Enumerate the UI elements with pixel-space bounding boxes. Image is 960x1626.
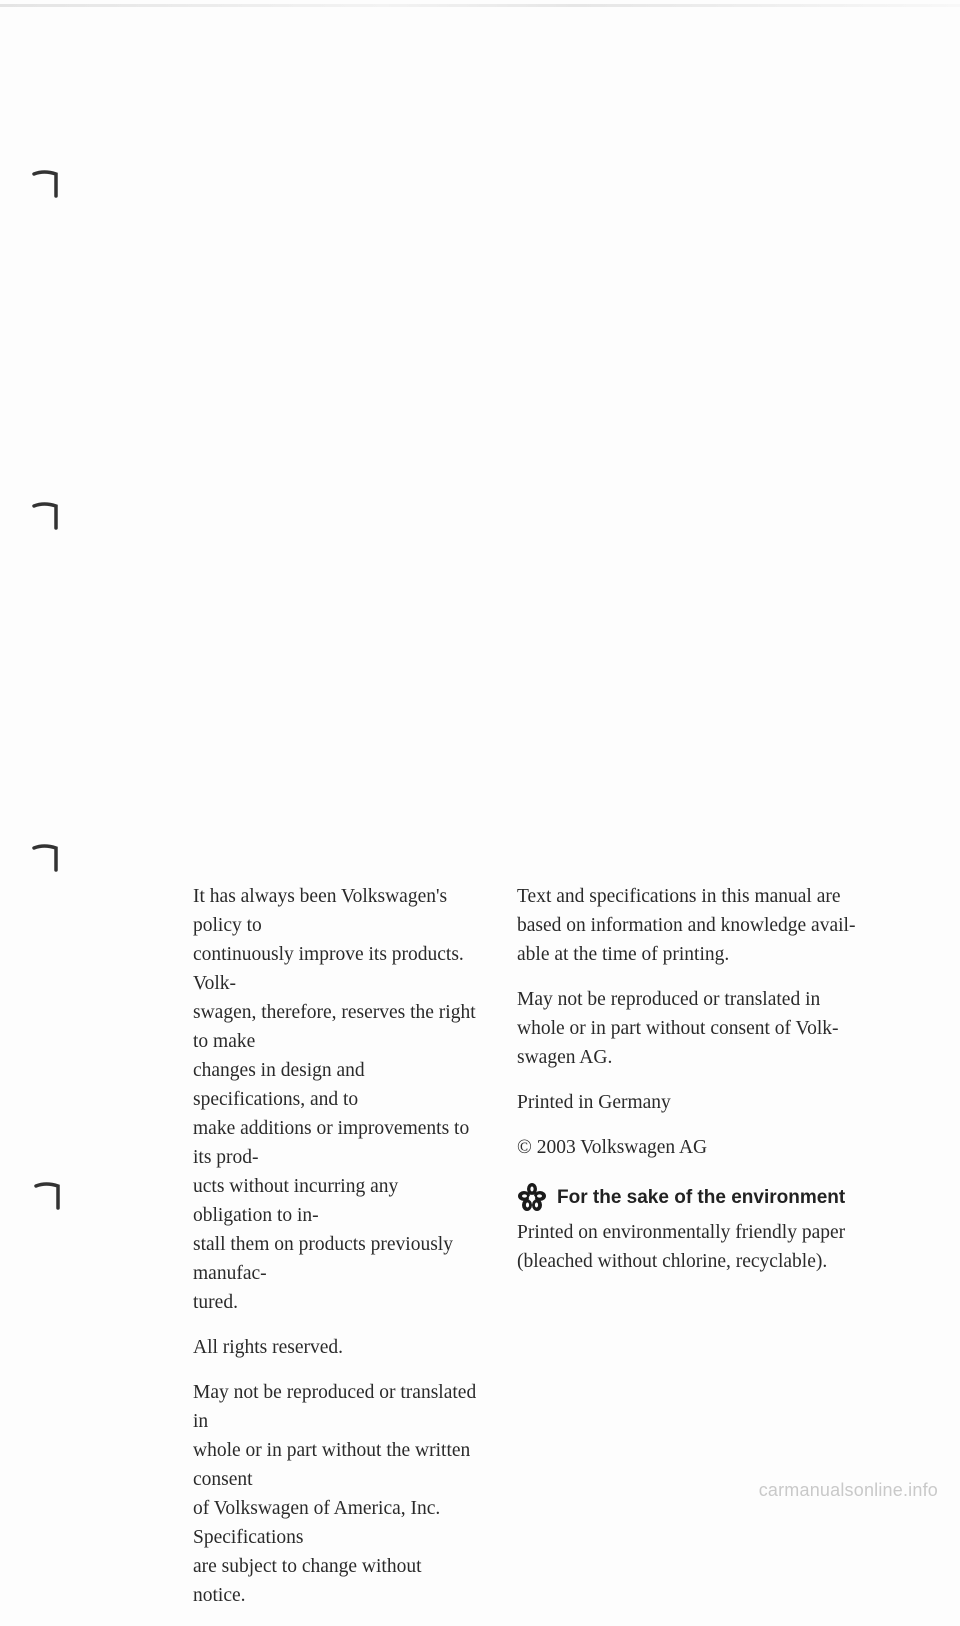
environment-title: For the sake of the environment	[557, 1186, 846, 1208]
policy-paragraph: It has always been Volkswagen's policy to continuously improve its products. Volk- swagen, therefore, reserves the right to make changes in design and specifications, and to make additions or improvements to its prod- ucts without incurring any obligation to in- stall them on products previously manufac- tured.	[193, 886, 476, 1313]
site-watermark: carmanualsonline.info	[758, 1480, 938, 1500]
environment-heading	[517, 1182, 877, 1212]
rights-paragraph: All rights reserved.	[193, 1337, 344, 1358]
printed-in-paragraph: Printed in Germany	[517, 1092, 671, 1113]
consent-paragraph: May not be reproduced or translated in whole or in part without consent of Volk- swagen AG.	[517, 989, 839, 1068]
scan-corner-mark	[32, 168, 66, 198]
environment-paragraph: Printed on environmentally friendly paper (bleached without chlorine, recyclable).	[517, 1222, 846, 1272]
reproduction-paragraph: May not be reproduced or translated in whole or in part without the written consent of Volkswagen of America, Inc. Specifications are subject to change without notice.	[193, 1382, 477, 1606]
specifications-paragraph: Text and specifications in this manual are based on information and knowledge avail- able at the time of printing.	[517, 886, 856, 965]
scan-corner-mark	[34, 1180, 68, 1210]
copyright-paragraph: © 2003 Volkswagen AG	[517, 1137, 708, 1158]
flower-icon	[517, 1182, 547, 1212]
scan-corner-mark	[32, 500, 66, 530]
right-column	[517, 882, 877, 1292]
scan-corner-mark	[32, 842, 66, 872]
left-column	[193, 882, 478, 1626]
scan-edge-line	[0, 4, 960, 7]
